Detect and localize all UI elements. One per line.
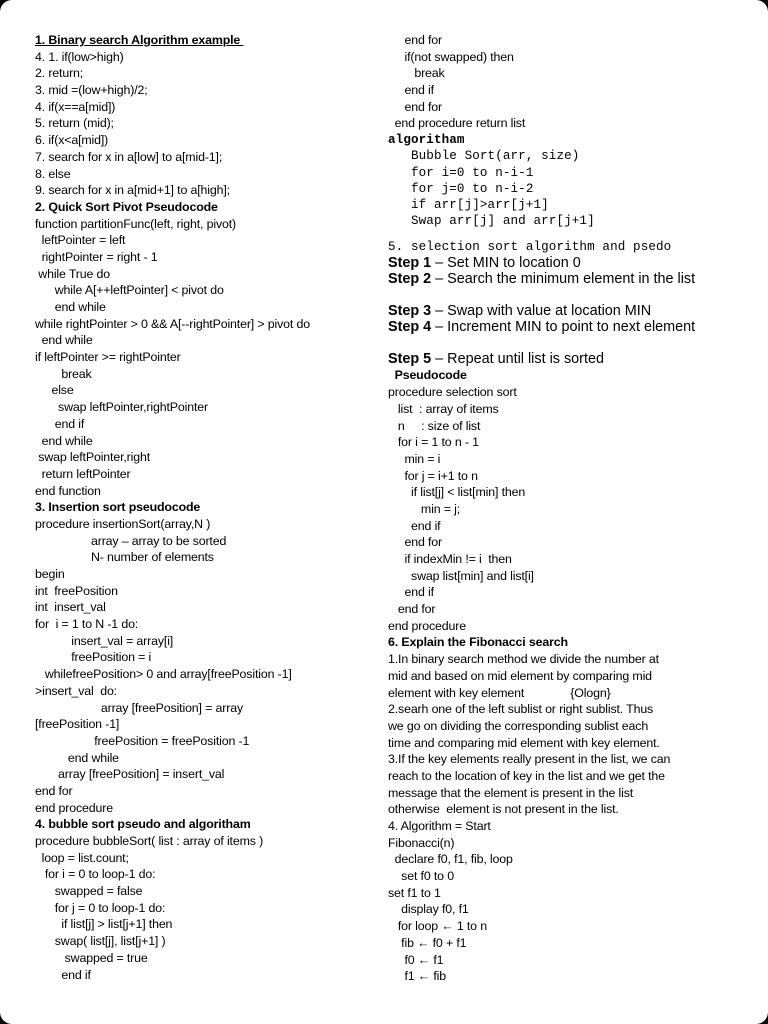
step-label: Step 1	[388, 255, 432, 272]
text-line: otherwise element is not present in the list.	[388, 802, 619, 817]
text-line: if leftPointer >= rightPointer	[35, 350, 181, 365]
text-line: leftPointer = left	[35, 233, 126, 248]
text-line: break	[35, 366, 92, 381]
text-line: end if	[388, 83, 434, 98]
text-line: if list[j] < list[min] then	[388, 485, 526, 500]
text-line: for i = 1 to N -1 do:	[35, 617, 139, 632]
text-line: fib ← f0 + f1	[388, 935, 467, 950]
text-line: end if	[388, 585, 434, 600]
text-line: swap list[min] and list[i]	[388, 568, 534, 583]
step-label: Step 4	[388, 319, 432, 336]
text-line: end while	[35, 333, 93, 348]
text-line: 6. if(x<a[mid])	[35, 133, 109, 148]
text-line: insert_val = array[i]	[35, 633, 174, 648]
right-column	[388, 32, 758, 985]
text-line: 2. return;	[35, 66, 84, 81]
text-line: end function	[35, 483, 101, 498]
text-line: procedure bubbleSort( list : array of items )	[35, 834, 264, 848]
spacer	[388, 229, 758, 239]
step-label: Step 2	[388, 271, 432, 288]
step-label: Step 5	[388, 351, 432, 368]
text-line: return leftPointer	[35, 466, 131, 481]
text-line: function partitionFunc(left, right, pivot)	[35, 216, 236, 231]
text-line: for j = i+1 to n	[388, 468, 478, 483]
text-line: end if	[35, 967, 91, 982]
text-line: end if	[35, 416, 85, 431]
text-line: for i = 0 to loop-1 do:	[35, 867, 156, 882]
text-line: swap leftPointer,rightPointer	[35, 400, 208, 415]
text-line: int freePosition	[35, 583, 118, 598]
text-line: end procedure	[388, 618, 466, 633]
text-line: rightPointer = right - 1	[35, 249, 158, 264]
text-line: while rightPointer > 0 && A[--rightPointer] > pivot do	[35, 316, 310, 331]
text-line: list : array of items	[388, 401, 499, 416]
section-heading: 6. Explain the Fibonacci search	[388, 635, 568, 650]
text-line: end for	[35, 783, 73, 798]
text-line: if indexMin != i then	[388, 552, 512, 566]
text-line: end while	[35, 433, 93, 448]
step-line	[388, 271, 758, 303]
text-line: for j = 0 to loop-1 do:	[35, 900, 166, 915]
text-line: if arr[j]>arr[j+1]	[388, 197, 549, 212]
step-text: – Repeat until list is sorted	[431, 351, 604, 368]
text-line: else	[35, 383, 74, 398]
text-line: end while	[35, 300, 106, 314]
text-line: while True do	[35, 266, 111, 281]
text-line: 7. search for x in a[low] to a[mid-1];	[35, 149, 223, 164]
text-line: while A[++leftPointer] < pivot do	[35, 283, 224, 298]
step-line	[388, 351, 758, 367]
text-line: end if	[388, 518, 441, 533]
text-line: min = j;	[388, 501, 461, 516]
text-line: declare f0, f1, fib, loop	[388, 852, 513, 867]
text-line: 4. Algorithm = Start	[388, 819, 491, 833]
text-line: f0 ← f1	[388, 952, 444, 967]
text-line: Swap arr[j] and arr[j+1]	[388, 214, 595, 229]
text-line: 4. if(x==a[mid])	[35, 99, 116, 114]
text-line: end procedure return list	[388, 116, 526, 131]
text-line: message that the element is present in the list	[388, 785, 634, 800]
text-line: freePosition = freePosition -1	[35, 733, 250, 748]
text-line: procedure selection sort	[388, 385, 517, 400]
text-line: algoritham	[388, 133, 465, 148]
text-line: for i=0 to n-i-1	[388, 165, 534, 180]
text-line: we go on dividing the corresponding sublist each	[388, 718, 649, 733]
text-line: f1 ← fib	[388, 969, 446, 984]
text-line: break	[388, 66, 445, 81]
text-line: swap( list[j], list[j+1] )	[35, 934, 166, 949]
text-line: 8. else	[35, 166, 71, 181]
text-line: array – array to be sorted	[35, 533, 227, 548]
text-line: set f0 to 0	[388, 869, 454, 884]
step-text: – Set MIN to location 0	[431, 255, 581, 272]
text-line: end procedure	[35, 800, 113, 815]
text-line: array [freePosition] = insert_val	[35, 767, 225, 782]
text-line: begin	[35, 567, 65, 581]
text-line: time and comparing mid element with key element.	[388, 735, 660, 750]
text-line: 3.If the key elements really present in the list, we can	[388, 752, 671, 767]
text-line: if(not swapped) then	[388, 49, 514, 64]
text-line: N- number of elements	[35, 550, 214, 565]
text-line: element with key element {Ologn}	[388, 685, 611, 700]
text-line: 5. return (mid);	[35, 116, 114, 131]
step-line	[388, 319, 758, 351]
section-heading: 1. Binary search Algorithm example	[35, 33, 244, 47]
text-line: end for	[388, 602, 436, 617]
step-text: – Search the minimum element in the list	[431, 271, 696, 288]
section-heading: Pseudocode	[388, 368, 467, 383]
text-line: set f1 to 1	[388, 885, 441, 900]
text-line: mid and based on mid element by comparing mid	[388, 668, 652, 683]
text-line: display f0, f1	[388, 902, 469, 917]
text-line: [freePosition -1]	[35, 717, 120, 732]
text-line: Fibonacci(n)	[388, 835, 455, 850]
text-line: 4. 1. if(low>high)	[35, 49, 124, 64]
text-line: min = i	[388, 451, 441, 466]
text-line: 2.searh one of the left sublist or right sublist. Thus	[388, 702, 654, 717]
text-line: array [freePosition] = array	[35, 700, 243, 715]
step-line	[388, 303, 758, 319]
text-line: 1.In binary search method we divide the number at	[388, 652, 659, 667]
text-line: 3. mid =(low+high)/2;	[35, 83, 148, 98]
text-line: swap leftPointer,right	[35, 450, 151, 465]
section-heading: 4. bubble sort pseudo and algoritham	[35, 817, 251, 832]
text-line: 9. search for x in a[mid+1] to a[high];	[35, 183, 230, 198]
text-line: >insert_val do:	[35, 683, 117, 698]
step-line	[388, 255, 758, 271]
text-line: reach to the location of key in the list and we get the	[388, 768, 665, 783]
text-line: if list[j] > list[j+1] then	[35, 917, 173, 932]
text-line: end while	[35, 750, 119, 765]
text-line: swapped = true	[35, 950, 148, 965]
step-text: – Swap with value at location MIN	[431, 303, 652, 320]
text-line: for j=0 to n-i-2	[388, 181, 534, 196]
section-heading: 3. Insertion sort pseudocode	[35, 500, 201, 515]
text-line: end for	[388, 33, 442, 47]
step-text: – Increment MIN to point to next element	[431, 319, 696, 336]
text-line: for i = 1 to n - 1	[388, 435, 479, 450]
text-line: int insert_val	[35, 600, 106, 615]
text-line: whilefreePosition> 0 and array[freePosition -1]	[35, 667, 292, 682]
text-line: loop = list.count;	[35, 850, 129, 865]
text-line: for loop ← 1 to n	[388, 919, 487, 934]
text-line: procedure insertionSort(array,N )	[35, 516, 211, 531]
left-column	[35, 32, 380, 983]
text-line: 5. selection sort algorithm and psedo	[388, 240, 672, 255]
text-line: Bubble Sort(arr, size)	[388, 149, 580, 164]
step-label: Step 3	[388, 303, 432, 320]
text-line: n : size of list	[388, 418, 481, 433]
text-line: freePosition = i	[35, 650, 152, 665]
section-heading: 2. Quick Sort Pivot Pseudocode	[35, 199, 218, 214]
text-line: end for	[388, 535, 442, 550]
text-line: swapped = false	[35, 884, 143, 899]
text-line: end for	[388, 99, 442, 114]
